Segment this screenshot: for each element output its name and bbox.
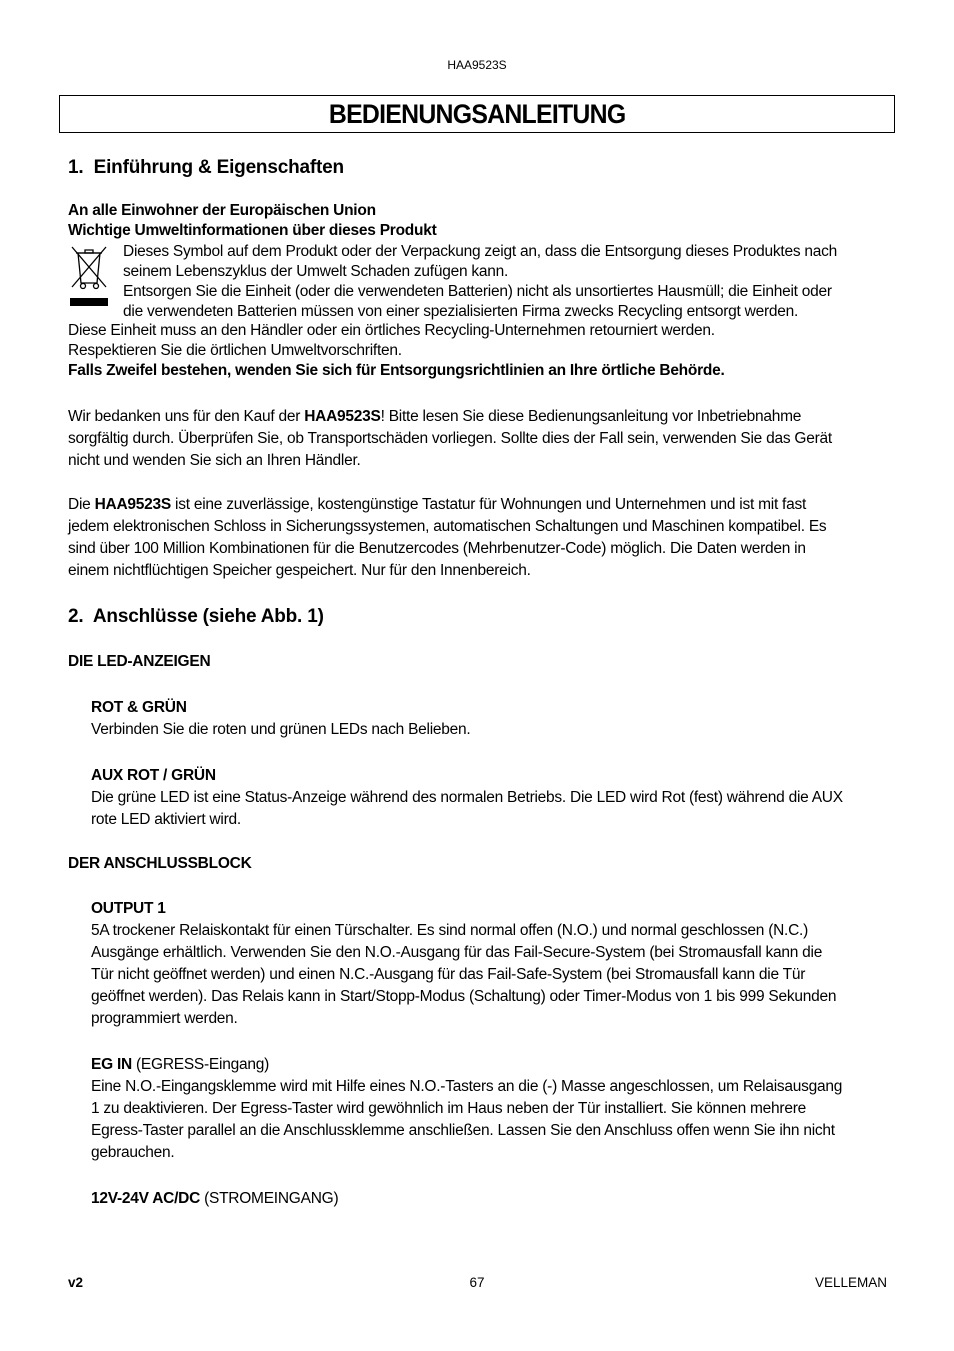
desc-pre: Die xyxy=(68,496,95,513)
power-subtitle: (STROMEINGANG) xyxy=(200,1190,339,1207)
section1-heading xyxy=(68,157,344,179)
desc-line-3: sind über 100 Million Kombinationen für die Benutzercodes (Mehrbenutzer-Code) möglich. Die Daten werden in xyxy=(68,540,806,557)
eu-line-1: An alle Einwohner der Europäischen Union xyxy=(68,202,376,219)
red-green-title: ROT & GRÜN xyxy=(91,699,187,716)
footer-version: v2 xyxy=(68,1275,84,1290)
footer-brand: VELLEMAN xyxy=(814,1275,887,1290)
weee-bin-icon xyxy=(68,243,110,307)
output-line-3: Tür nicht geöffnet werden) und einen N.C.-Ausgang für das Fail-Safe-System (bei Stromausfall kann die Tür xyxy=(91,966,806,983)
section2-heading xyxy=(68,606,324,628)
thanks-post: ! Bitte lesen Sie diese Bedienungsanleitung vor Inbetriebnahme xyxy=(380,408,802,425)
eu-line-2: Wichtige Umweltinformationen über dieses Produkt xyxy=(68,222,437,239)
thanks-line-2: sorgfältig durch. Überprüfen Sie, ob Transportschäden vorliegen. Sollte dies der Fall sein, verwenden Sie das Gerät xyxy=(68,430,832,447)
footer-page-number: 67 xyxy=(469,1275,485,1290)
thanks-model: HAA9523S xyxy=(304,408,381,425)
eu-notice xyxy=(68,201,437,241)
aux-line-1: Die grüne LED ist eine Status-Anzeige während des normalen Betriebs. Die LED wird Rot (fest) während die AUX xyxy=(91,789,843,806)
title-box xyxy=(59,95,895,133)
desc-line-2: jedem elektronischen Schloss in Sicherungssystemen, automatischen Schaltungen und Maschinen kompatibel. Es xyxy=(68,518,827,535)
output-block xyxy=(91,898,836,1030)
desc-line-1 xyxy=(68,494,826,516)
desc-line-4: einem nichtflüchtigen Speicher gespeichert. Nur für den Innenbereich. xyxy=(68,562,531,579)
thanks-paragraph xyxy=(68,406,832,472)
egress-line-3: Egress-Taster parallel an die Anschlussklemme anschließen. Lassen Sie den Anschluss offen wenn Sie ihn nicht xyxy=(91,1122,835,1139)
respect-line: Respektieren Sie die örtlichen Umweltvorschriften. xyxy=(68,342,402,359)
section2-title: Anschlüsse (siehe Abb. 1) xyxy=(92,606,324,627)
egress-title: EG IN xyxy=(91,1056,132,1073)
doubt-line: Falls Zweifel bestehen, wenden Sie sich für Entsorgungsrichtlinien an Ihre örtliche Behörde. xyxy=(68,362,725,379)
output-line-2: Ausgänge erhältlich. Verwenden Sie den N.O.-Ausgang für das Fail-Secure-System (bei Stromausfall kann die xyxy=(91,944,823,961)
output-line-4: geöffnet werden). Das Relais kann in Start/Stopp-Modus (Schaltung) oder Timer-Modus von 1 bis 999 Sekunden xyxy=(91,988,837,1005)
thanks-pre: Wir bedanken uns für den Kauf der xyxy=(68,408,305,425)
aux-title: AUX ROT / GRÜN xyxy=(91,767,216,784)
desc-model: HAA9523S xyxy=(94,496,171,513)
section1-title: Einführung & Eigenschaften xyxy=(93,157,344,178)
egress-title-line xyxy=(91,1054,842,1076)
weee-text xyxy=(123,242,837,322)
output-line-5: programmiert werden. xyxy=(91,1010,238,1027)
egress-line-4: gebrauchen. xyxy=(91,1144,175,1161)
model-code-header: HAA9523S xyxy=(447,58,507,72)
aux-block xyxy=(91,765,843,831)
return-line: Diese Einheit muss an den Händler oder ein örtliches Recycling-Unternehmen retourniert werden. xyxy=(68,322,715,339)
egress-line-1: Eine N.O.-Eingangsklemme wird mit Hilfe eines N.O.-Tasters an die (-) Masse angeschlossen, um Relaisausgang xyxy=(91,1078,843,1095)
thanks-line-1 xyxy=(68,406,832,428)
terminal-block-heading: DER ANSCHLUSSBLOCK xyxy=(68,855,252,872)
weee-p2-line-1: Entsorgen Sie die Einheit (oder die verwendeten Batterien) nicht als unsortiertes Hausmüll; die Einheit oder xyxy=(123,283,832,300)
desc-post: ist eine zuverlässige, kostengünstige Tastatur für Wohnungen und Unternehmen und ist mit fast xyxy=(170,496,807,513)
red-green-text: Verbinden Sie die roten und grünen LEDs nach Belieben. xyxy=(91,721,471,738)
aux-line-2: rote LED aktiviert wird. xyxy=(91,811,241,828)
disposal-notes xyxy=(68,321,725,381)
egress-block xyxy=(91,1054,842,1164)
egress-line-2: 1 zu deaktivieren. Der Egress-Taster wird gewöhnlich im Haus neben der Tür installiert. Sie können mehrere xyxy=(91,1100,806,1117)
power-title: 12V-24V AC/DC xyxy=(91,1190,201,1207)
weee-p1-line-2: seinem Lebenszyklus der Umwelt Schaden zufügen kann. xyxy=(123,263,509,280)
output-line-1: 5A trockener Relaiskontakt für einen Türschalter. Es sind normal offen (N.O.) und normal geschlossen (N.C.) xyxy=(91,922,809,939)
page-title: BEDIENUNGSANLEITUNG xyxy=(328,99,626,129)
output-title: OUTPUT 1 xyxy=(91,900,166,917)
led-heading: DIE LED-ANZEIGEN xyxy=(68,653,211,670)
section1-number: 1. xyxy=(68,157,84,178)
weee-p2-line-2: die verwendeten Batterien müssen von einer spezialisierten Firma zwecks Recycling entsorgt werden. xyxy=(123,303,799,320)
red-green-block xyxy=(91,697,470,741)
egress-subtitle: (EGRESS-Eingang) xyxy=(131,1056,269,1073)
section2-number: 2. xyxy=(68,606,84,627)
description-paragraph xyxy=(68,494,826,582)
thanks-line-3: nicht und wenden Sie sich an Ihren Händler. xyxy=(68,452,361,469)
weee-p1-line-1: Dieses Symbol auf dem Produkt oder der Verpackung zeigt an, dass die Entsorgung dieses Produktes nach xyxy=(123,243,838,260)
power-input-line xyxy=(91,1188,338,1210)
